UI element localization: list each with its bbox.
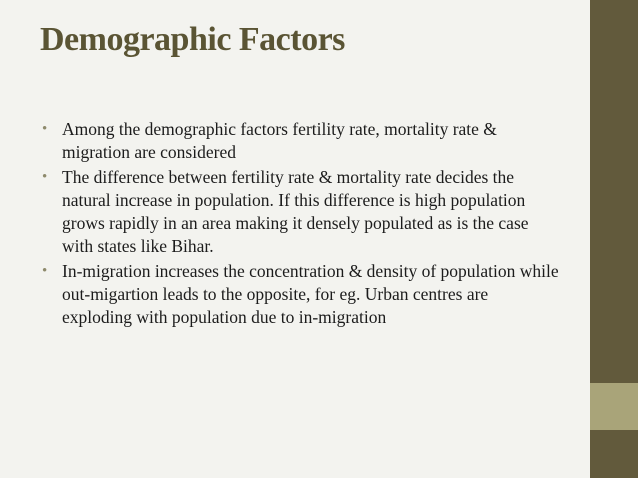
bullet-text-3: In-migration increases the concentration & density of population while out-migartion leads to the opposite, for eg. Urban centres are exploding with population due to in-migration	[62, 261, 559, 327]
slide-title: Demographic Factors	[40, 21, 345, 58]
bullet-text-2: The difference between fertility rate & mortality rate decides the natural increase in population. If this difference is high population grows rapidly in an area making it densely populated as is the case with states like Bihar.	[62, 167, 529, 256]
bullet-icon: •	[42, 121, 48, 137]
bullet-text-1: Among the demographic factors fertility rate, mortality rate & migration are considered	[62, 119, 497, 162]
bullet-icon: •	[42, 169, 48, 185]
sidebar-accent-block	[590, 383, 638, 430]
bullet-list	[40, 118, 560, 331]
bullet-item-1	[40, 118, 560, 164]
bullet-item-3	[40, 260, 560, 329]
bullet-icon: •	[42, 263, 48, 279]
bullet-item-2	[40, 166, 560, 258]
